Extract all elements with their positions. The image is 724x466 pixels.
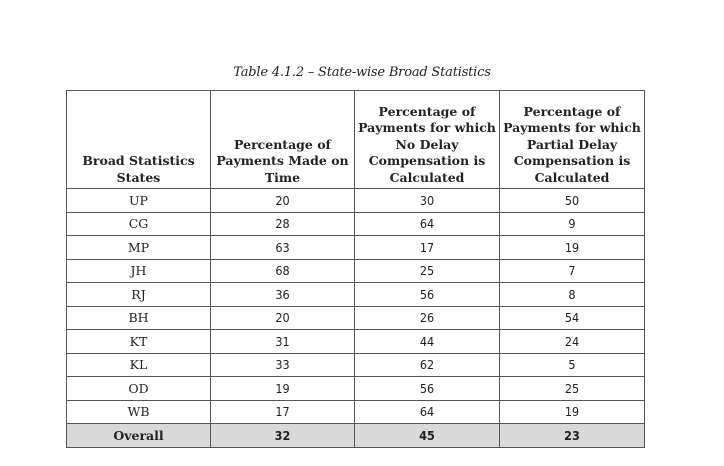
no-delay-cell: 25	[355, 259, 500, 283]
partial-delay-cell: 19	[500, 236, 645, 260]
table-row	[67, 259, 645, 283]
table-row	[67, 212, 645, 236]
table-row	[67, 236, 645, 260]
header-line: Payments for which	[358, 120, 496, 135]
table-row	[67, 306, 645, 330]
partial-delay-cell: 7	[500, 259, 645, 283]
header-line: Time	[264, 169, 301, 185]
header-line: Compensation is	[368, 153, 486, 168]
partial-delay-cell: 5	[500, 353, 645, 377]
overall-no-delay-cell: 45	[355, 424, 500, 448]
header-line: Partial Delay	[526, 136, 618, 152]
table-row	[67, 189, 645, 213]
header-line: Calculated	[534, 169, 610, 185]
partial-delay-cell: 24	[500, 330, 645, 354]
on-time-cell: 19	[211, 377, 355, 401]
state-cell: WB	[67, 400, 211, 424]
overall-on-time-cell: 32	[211, 424, 355, 448]
on-time-cell: 28	[211, 212, 355, 236]
no-delay-cell: 44	[355, 330, 500, 354]
on-time-cell: 17	[211, 400, 355, 424]
on-time-cell: 68	[211, 259, 355, 283]
header-line: Compensation is	[513, 153, 631, 168]
no-delay-cell: 30	[355, 189, 500, 213]
on-time-cell: 20	[211, 306, 355, 330]
on-time-cell: 20	[211, 189, 355, 213]
overall-partial-delay-cell: 23	[500, 424, 645, 448]
header-line: Broad Statistics	[82, 153, 195, 168]
no-delay-cell: 17	[355, 236, 500, 260]
state-statistics-table	[66, 90, 645, 448]
table-row	[67, 377, 645, 401]
partial-delay-cell: 19	[500, 400, 645, 424]
no-delay-cell: 26	[355, 306, 500, 330]
header-line: Percentage of	[378, 103, 476, 119]
no-delay-cell: 62	[355, 353, 500, 377]
header-no-delay-compensation	[355, 91, 500, 189]
header-line: Percentage of	[234, 136, 331, 152]
header-line: Calculated	[389, 169, 465, 185]
no-delay-cell: 64	[355, 400, 500, 424]
table-row	[67, 283, 645, 307]
header-line: Payments Made on	[216, 153, 349, 168]
header-on-time	[211, 91, 355, 189]
state-cell: KL	[67, 353, 211, 377]
state-cell: RJ	[67, 283, 211, 307]
header-line: No Delay	[395, 136, 459, 152]
header-line: Payments for which	[503, 120, 641, 135]
header-partial-delay-compensation	[500, 91, 645, 189]
header-line: Percentage of	[523, 103, 621, 119]
table-row	[67, 353, 645, 377]
on-time-cell: 33	[211, 353, 355, 377]
state-cell: CG	[67, 212, 211, 236]
state-cell: MP	[67, 236, 211, 260]
overall-state-cell: Overall	[67, 424, 211, 448]
header-line: States	[116, 169, 161, 185]
overall-row	[67, 424, 645, 448]
table-row	[67, 400, 645, 424]
no-delay-cell: 64	[355, 212, 500, 236]
header-row	[67, 91, 645, 189]
on-time-cell: 63	[211, 236, 355, 260]
partial-delay-cell: 25	[500, 377, 645, 401]
header-states	[67, 91, 211, 189]
no-delay-cell: 56	[355, 377, 500, 401]
table-body	[67, 189, 645, 448]
partial-delay-cell: 8	[500, 283, 645, 307]
state-cell: BH	[67, 306, 211, 330]
partial-delay-cell: 50	[500, 189, 645, 213]
state-cell: UP	[67, 189, 211, 213]
on-time-cell: 36	[211, 283, 355, 307]
no-delay-cell: 56	[355, 283, 500, 307]
partial-delay-cell: 54	[500, 306, 645, 330]
on-time-cell: 31	[211, 330, 355, 354]
table-row	[67, 330, 645, 354]
state-cell: KT	[67, 330, 211, 354]
state-cell: JH	[67, 259, 211, 283]
state-cell: OD	[67, 377, 211, 401]
table-caption: Table 4.1.2 – State-wise Broad Statistics	[233, 65, 491, 80]
partial-delay-cell: 9	[500, 212, 645, 236]
